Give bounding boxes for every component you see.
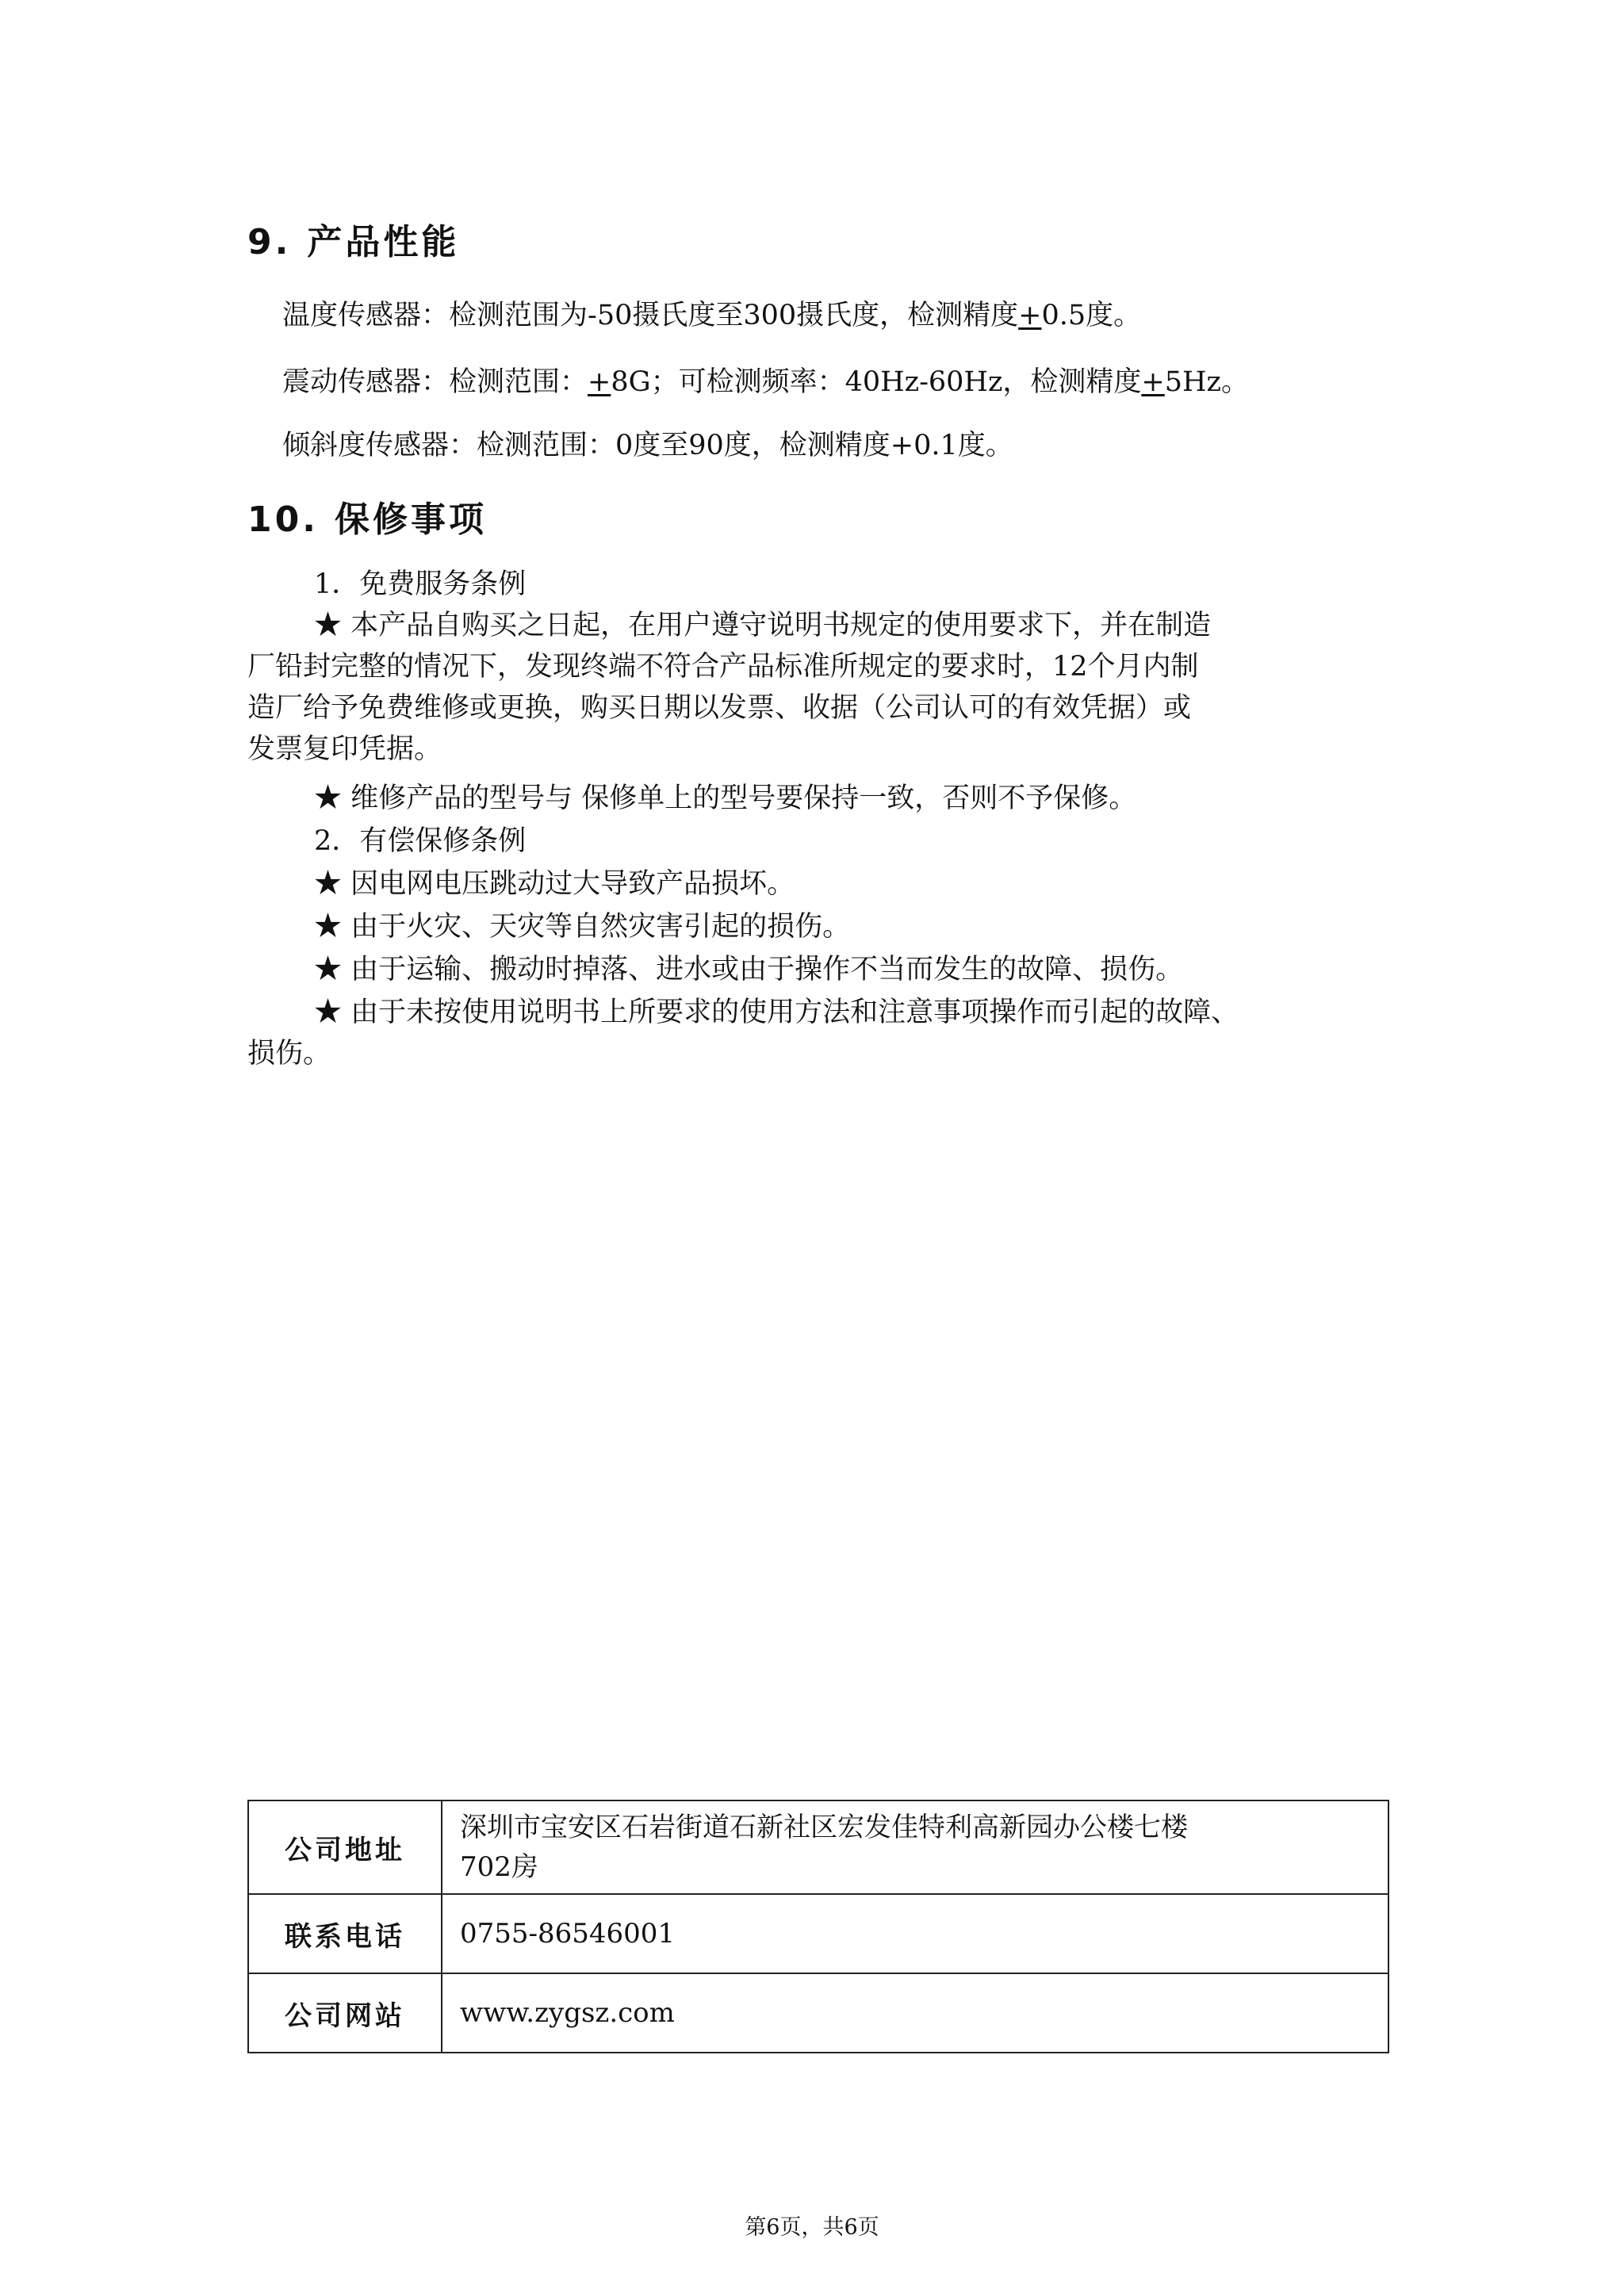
plus-minus-sign: +: [1141, 366, 1165, 398]
section-10-heading: [247, 496, 487, 544]
paid-warranty-item: ★ 因电网电压跳动过大导致产品损坏。: [314, 868, 795, 900]
paid-service-subheading: 2．有偿保修条例: [314, 825, 527, 857]
tilt-sensor-spec: [282, 425, 1013, 466]
tilt-spec-text: 倾斜度传感器：检测范围：0度至90度，检测精度+0.1度。: [282, 430, 1013, 461]
vibration-spec-text: 震动传感器：检测范围：: [282, 366, 588, 398]
section-9-title: 产品性能: [307, 222, 460, 262]
warranty-item: ★ 维修产品的型号与 保修单上的型号要保持一致，否则不予保修。: [314, 783, 1137, 814]
website-row: [248, 1973, 1388, 2053]
contact-info-table: [247, 1800, 1389, 2053]
vibration-sensor-spec: [282, 362, 1249, 403]
website-value[interactable]: www.zygsz.com: [442, 1973, 1388, 2053]
phone-label: 联系电话: [248, 1894, 442, 1973]
plus-minus-sign: +: [1018, 300, 1042, 331]
temperature-sensor-spec: [282, 295, 1141, 336]
address-value: [442, 1800, 1388, 1894]
temperature-spec-precision: 0.5度。: [1041, 300, 1142, 331]
warranty-item-continued: 造厂给予免费维修或更换，购买日期以发票、收据（公司认可的有效凭据）或: [247, 692, 1192, 724]
section-10-title: 保修事项: [334, 499, 487, 540]
temperature-spec-text: 温度传感器：检测范围为-50摄氏度至300摄氏度，检测精度: [282, 300, 1019, 331]
paid-warranty-item: ★ 由于未按使用说明书上所要求的使用方法和注意事项操作而引起的故障、: [314, 997, 1239, 1028]
page-number-footer: 第6页，共6页: [745, 2215, 879, 2240]
address-row: [248, 1800, 1388, 1894]
address-line-1: 深圳市宝安区石岩街道石新社区宏发佳特利高新园办公楼七楼: [460, 1812, 1188, 1843]
section-9-number: 9.: [247, 222, 292, 262]
plus-minus-sign: +: [588, 366, 611, 398]
phone-value: 0755-86546001: [442, 1894, 1388, 1973]
warranty-item-continued: 发票复印凭据。: [247, 733, 442, 765]
warranty-item: ★ 本产品自购买之日起，在用户遵守说明书规定的使用要求下，并在制造: [314, 610, 1212, 641]
paid-warranty-item: ★ 由于运输、搬动时掉落、进水或由于操作不当而发生的故障、损伤。: [314, 954, 1184, 985]
section-10-number: 10.: [247, 499, 319, 540]
address-line-2: 702房: [460, 1851, 538, 1883]
paid-warranty-item: ★ 由于火灾、天灾等自然灾害引起的损伤。: [314, 911, 851, 943]
free-service-subheading: 1．免费服务条例: [314, 568, 527, 600]
phone-row: [248, 1894, 1388, 1973]
warranty-item-continued: 厂铅封完整的情况下，发现终端不符合产品标准所规定的要求时，12个月内制: [247, 651, 1199, 683]
vibration-spec-precision: 5Hz。: [1164, 366, 1249, 398]
paid-warranty-item-continued: 损伤。: [247, 1038, 331, 1070]
address-label: 公司地址: [248, 1800, 442, 1894]
vibration-spec-range: 8G；可检测频率：40Hz-60Hz，检测精度: [611, 366, 1142, 398]
website-label: 公司网站: [248, 1973, 442, 2053]
section-9-heading: [247, 219, 459, 266]
